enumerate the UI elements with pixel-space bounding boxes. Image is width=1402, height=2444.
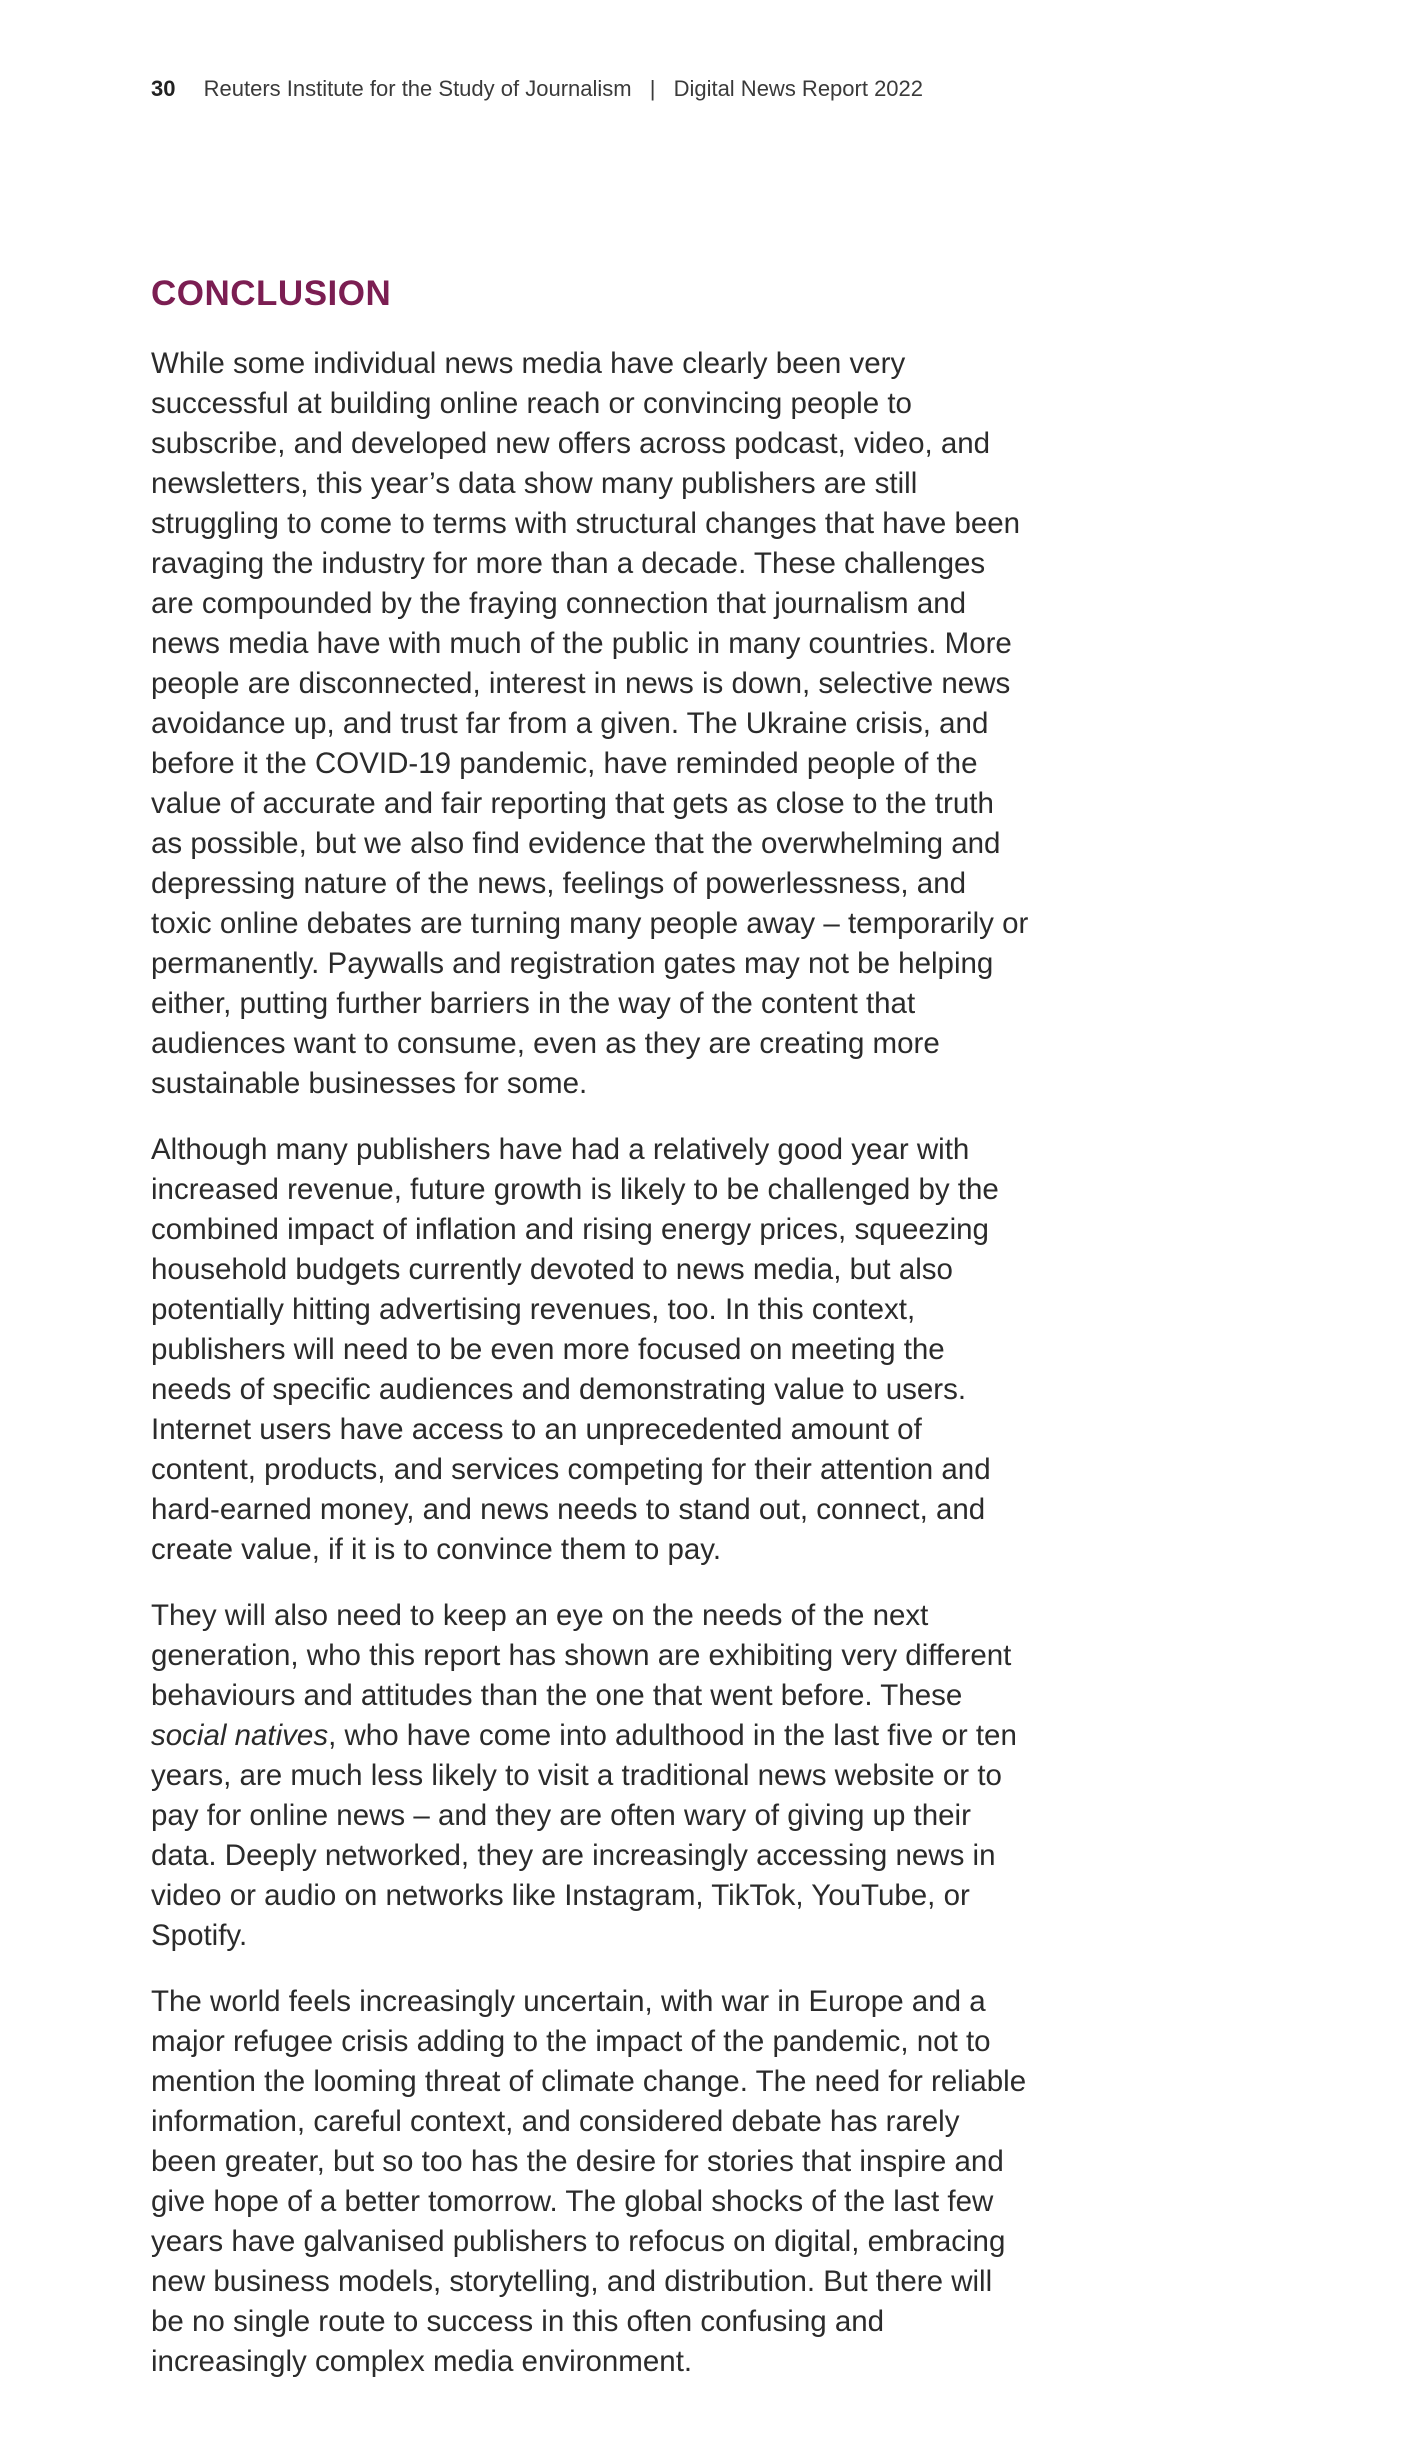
paragraph-3-emphasis: social natives: [151, 1719, 329, 1752]
report-title: Digital News Report 2022: [673, 76, 924, 101]
paragraph-3: [151, 1596, 1031, 1956]
paragraph-1: While some individual news media have clearly been very successful at building online reach or convincing people to subscribe, and developed new offers across podcast, video, and newsletters, this year’s data show many publishers are still struggling to come to terms with structural changes that have been ravaging the industry for more than a decade. These challenges are compounded by the fraying connection that journalism and news media have with much of the public in many countries. More people are disconnected, interest in news is down, selective news avoidance up, and trust far from a given. The Ukraine crisis, and before it the COVID-19 pandemic, have reminded people of the value of accurate and fair reporting that gets as close to the truth as possible, but we also find evidence that the overwhelming and depressing nature of the news, feelings of powerlessness, and toxic online debates are turning many people away – temporarily or permanently. Paywalls and registration gates may not be helping either, putting further barriers in the way of the content that audiences want to consume, even as they are creating more sustainable businesses for some.: [151, 347, 1029, 1100]
paragraph-3-text-before: They will also need to keep an eye on the needs of the next generation, who this report has shown are exhibiting very different behaviours and attitudes than the one that went before. These: [151, 1599, 1012, 1712]
paragraph-3-text-after: , who have come into adulthood in the last five or ten years, are much less likely to visit a traditional news website or to pay for online news – and they are often wary of giving up their data. Deeply networked, they are increasingly accessing news in video or audio on networks like Instagram, TikTok, YouTube, or Spotify.: [151, 1719, 1017, 1952]
paragraph-2: Although many publishers have had a relatively good year with increased revenue, future growth is likely to be challenged by the combined impact of inflation and rising energy prices, squeezing household budgets currently devoted to news media, but also potentially hitting advertising revenues, too. In this context, publishers will need to be even more focused on meeting the needs of specific audiences and demonstrating value to users. Internet users have access to an unprecedented amount of content, products, and services competing for their attention and hard-earned money, and news needs to stand out, connect, and create value, if it is to convince them to pay.: [151, 1133, 999, 1566]
section-title: CONCLUSION: [151, 274, 392, 313]
paragraph-4: The world feels increasingly uncertain, with war in Europe and a major refugee crisis adding to the impact of the pandemic, not to mention the looming threat of climate change. The need for reliable information, careful context, and considered debate has rarely been greater, but so too has the desire for stories that inspire and give hope of a better tomorrow. The global shocks of the last few years have galvanised publishers to refocus on digital, embracing new business models, storytelling, and distribution. But there will be no single route to success in this often confusing and increasingly complex media environment.: [151, 1985, 1027, 2378]
publisher-name: Reuters Institute for the Study of Journalism: [203, 76, 632, 101]
header-separator: |: [649, 76, 656, 101]
running-header: [151, 74, 923, 104]
article-body: [151, 270, 1031, 2408]
page-number: 30: [151, 76, 176, 101]
